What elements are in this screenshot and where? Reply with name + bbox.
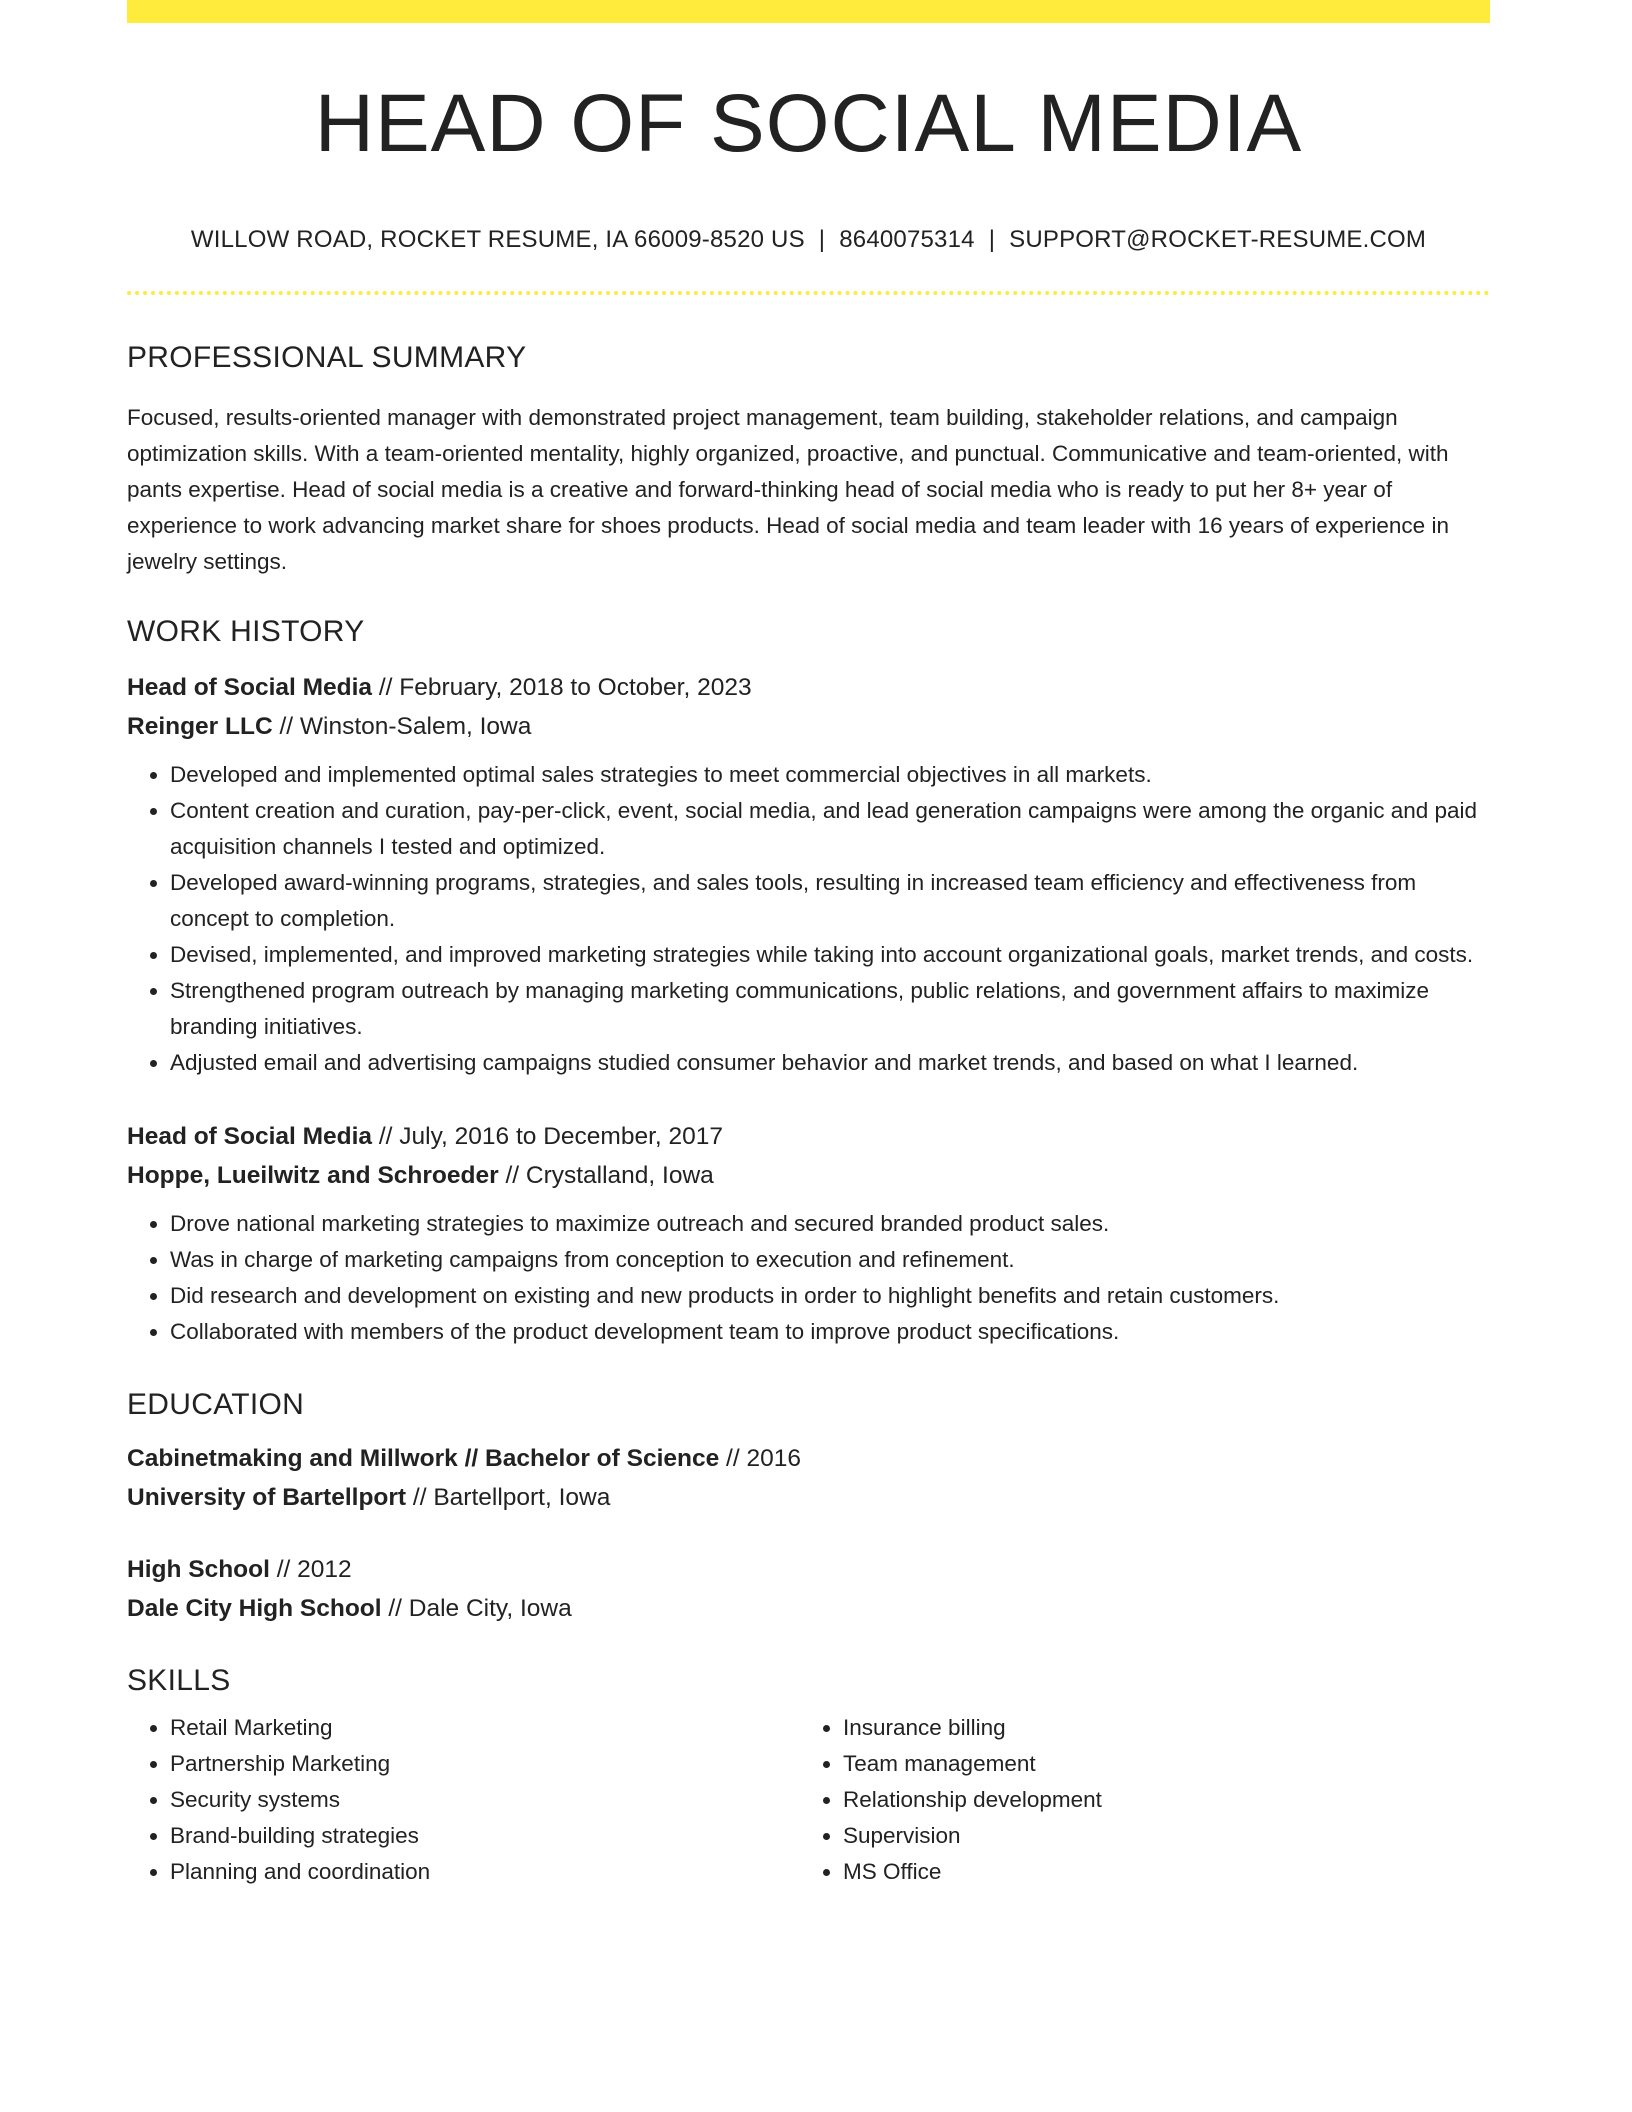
dotted-divider — [127, 291, 1490, 295]
list-item: • Devised, implemented, and improved marketing strategies while taking into account organizational goals, market trends, and costs. — [170, 937, 1490, 973]
list-item: • Content creation and curation, pay-per-click, event, social media, and lead generation campaigns were among the organic and paid acquisition channels I tested and optimized. — [170, 793, 1490, 865]
section-title-work-history: WORK HISTORY — [127, 614, 365, 648]
contact-line — [127, 226, 1490, 255]
skill-item: • Partnership Marketing — [170, 1746, 800, 1782]
list-item: • Collaborated with members of the product development team to improve product specifications. — [170, 1314, 1490, 1350]
accent-bar — [127, 0, 1490, 23]
skill-item: • Relationship development — [843, 1782, 1473, 1818]
section-title-skills: SKILLS — [127, 1663, 231, 1697]
email: SUPPORT@ROCKET-RESUME.COM — [1009, 226, 1427, 253]
list-item: • Developed award-winning programs, strategies, and sales tools, resulting in increased team efficiency and effectiveness from concept to completion. — [170, 865, 1490, 937]
job-location: // Winston-Salem, Iowa — [279, 712, 532, 740]
school-name: Dale City High School — [127, 1594, 382, 1622]
skill-item: • Team management — [843, 1746, 1473, 1782]
list-item: • Developed and implemented optimal sales strategies to meet commercial objectives in all markets. — [170, 757, 1490, 793]
section-title-summary: PROFESSIONAL SUMMARY — [127, 340, 527, 374]
skill-item: • Supervision — [843, 1818, 1473, 1854]
section-title-education: EDUCATION — [127, 1387, 305, 1421]
skill-item: • MS Office — [843, 1854, 1473, 1890]
list-item: • Drove national marketing strategies to maximize outreach and secured branded product sales. — [170, 1206, 1490, 1242]
skill-item: • Retail Marketing — [170, 1710, 800, 1746]
degree: Cabinetmaking and Millwork // Bachelor of Science — [127, 1444, 720, 1472]
address: WILLOW ROAD, ROCKET RESUME, IA 66009-8520 US — [190, 226, 805, 253]
job-header — [127, 668, 1490, 746]
graduation-year: // 2016 — [726, 1444, 801, 1472]
list-item: • Strengthened program outreach by managing marketing communications, public relations, and government affairs to maximize branding initiatives. — [170, 973, 1490, 1045]
job-location: // Crystalland, Iowa — [505, 1161, 714, 1189]
resume-page — [127, 0, 1490, 1890]
list-item: • Was in charge of marketing campaigns from conception to execution and refinement. — [170, 1242, 1490, 1278]
skills-list-left — [127, 1710, 800, 1890]
skill-item: • Planning and coordination — [170, 1854, 800, 1890]
list-item: • Did research and development on existing and new products in order to highlight benefits and retain customers. — [170, 1278, 1490, 1314]
skill-item: • Security systems — [170, 1782, 800, 1818]
school-location: // Bartellport, Iowa — [412, 1483, 611, 1511]
skills-list-right — [800, 1710, 1473, 1890]
job-company: Hoppe, Lueilwitz and Schroeder — [127, 1161, 499, 1189]
contact-separator: | — [818, 226, 826, 253]
job-header — [127, 1117, 1490, 1195]
summary-text: Focused, results-oriented manager with demonstrated project management, team building, stakeholder relations, and campaign optimization skills. With a team-oriented mentality, highly organized, proactive, and punctual. Communicative and team-oriented, with pants expertise. Head of social media is a creative and forward-thinking head of social media who is ready to put her 8+ year of experience to work advancing market share for shoes products. Head of social media and team leader with 16 years of experience in jewelry settings. — [127, 404, 1449, 574]
phone: 8640075314 — [839, 226, 975, 253]
job-company: Reinger LLC — [127, 712, 273, 740]
contact-separator: | — [988, 226, 996, 253]
skills-columns — [127, 1710, 1490, 1890]
education-entry — [127, 1550, 1490, 1628]
job-dates: // July, 2016 to December, 2017 — [378, 1122, 723, 1150]
job-bullets — [127, 757, 1490, 1081]
degree: High School — [127, 1555, 270, 1583]
graduation-year: // 2012 — [276, 1555, 352, 1583]
skill-item: • Brand-building strategies — [170, 1818, 800, 1854]
job-position: Head of Social Media — [127, 1122, 373, 1150]
resume-title: HEAD OF SOCIAL MEDIA — [314, 78, 1303, 169]
school-name: University of Bartellport — [127, 1483, 407, 1511]
job-position: Head of Social Media — [127, 673, 373, 701]
school-location: // Dale City, Iowa — [388, 1594, 572, 1622]
skill-item: • Insurance billing — [843, 1710, 1473, 1746]
job-bullets — [127, 1206, 1490, 1350]
education-entry — [127, 1439, 1490, 1517]
job-dates: // February, 2018 to October, 2023 — [378, 673, 752, 701]
list-item: • Adjusted email and advertising campaigns studied consumer behavior and market trends, and based on what I learned. — [170, 1045, 1490, 1081]
